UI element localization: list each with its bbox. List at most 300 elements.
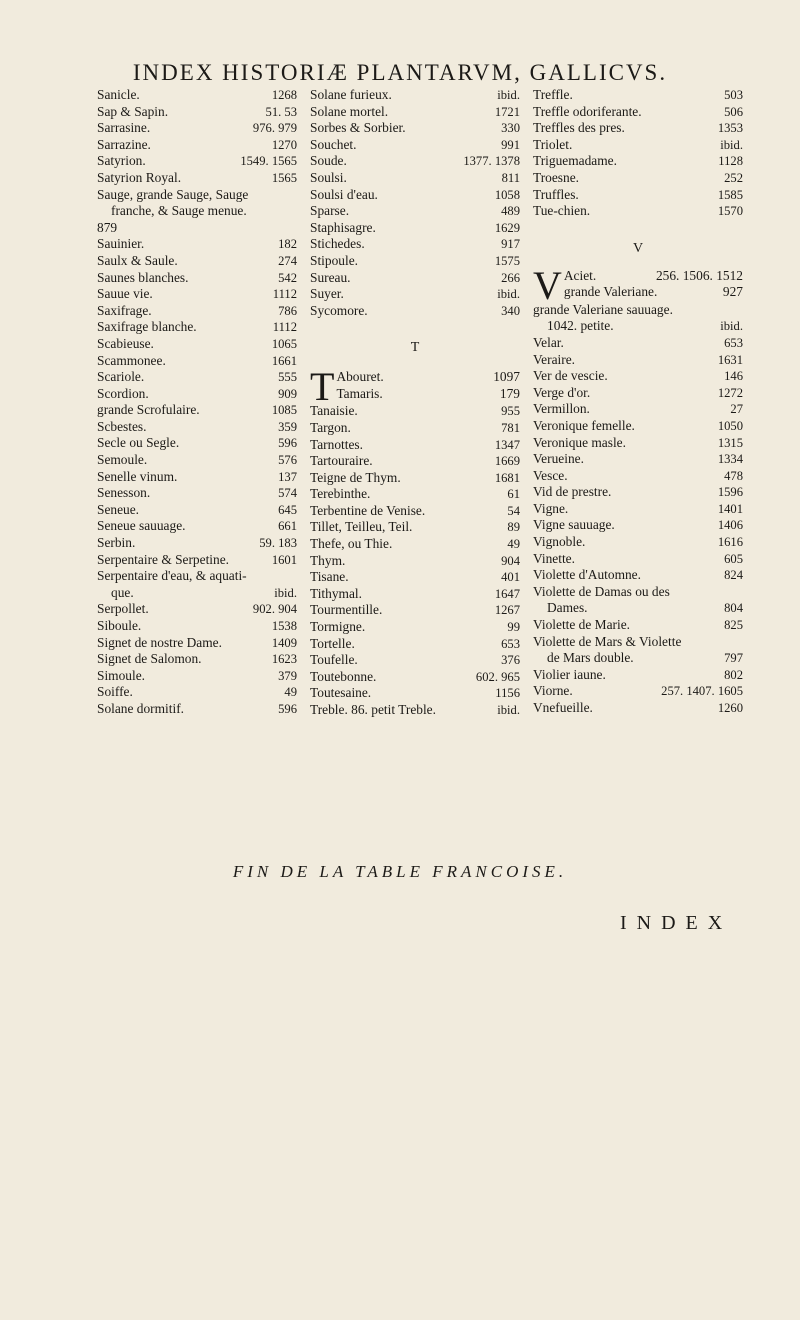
entry-term: Senesson. <box>97 485 151 501</box>
entry-term: Tillet, Teilleu, Teil. <box>310 519 413 535</box>
index-entry <box>97 170 297 187</box>
index-entry <box>533 153 743 170</box>
entry-term: Velar. <box>533 334 564 350</box>
entry-term: Scordion. <box>97 385 149 401</box>
entry-term: Targon. <box>310 419 351 435</box>
entry-page: 1377. 1378 <box>463 154 520 169</box>
index-entry <box>97 419 297 436</box>
index-entry <box>310 685 520 702</box>
index-entry <box>533 700 743 717</box>
entry-group <box>533 87 743 220</box>
entry-term: Serbin. <box>97 535 136 551</box>
entry-term: Scbestes. <box>97 418 147 434</box>
entry-page: 252 <box>724 170 743 185</box>
entry-term: Violette de Marie. <box>533 617 630 633</box>
entry-group <box>97 236 297 568</box>
entry-term: Treffle odoriferante. <box>533 103 642 119</box>
index-entry <box>310 220 520 237</box>
entry-page: ibid. <box>497 287 520 302</box>
entry-page: 61 <box>507 487 520 502</box>
entry-page: 904 <box>501 553 520 568</box>
entry-term: de Mars double. <box>547 650 634 666</box>
index-entry <box>310 470 520 487</box>
entry-page: 976. 979 <box>252 121 297 136</box>
entry-page: 902. 904 <box>252 602 297 617</box>
index-entry <box>97 518 297 535</box>
entry-page: 955 <box>501 404 520 419</box>
entry-term: Truffles. <box>533 186 579 202</box>
entry-page: 1267 <box>494 603 520 618</box>
entry-term: Verueine. <box>533 451 584 467</box>
entry-term: Sanicle. <box>97 87 140 102</box>
entry-page: 879 <box>97 219 118 235</box>
entry-page: 51. 53 <box>265 104 297 119</box>
entry-page: 645 <box>278 502 297 517</box>
entry-page: 256. 1506. 1512 <box>655 267 743 283</box>
entry-term: Toutebonne. <box>310 668 377 684</box>
entry-term: Treble. 86. petit Treble. <box>310 702 436 717</box>
entry-term: Tourmentille. <box>310 602 383 618</box>
entry-term: Sorbes & Sorbier. <box>310 120 406 136</box>
entry-term: Souchet. <box>310 136 357 152</box>
entry-group <box>533 335 743 584</box>
index-entry <box>97 684 297 701</box>
index-entry-wrapped <box>533 584 743 617</box>
entry-term: Soulsi d'eau. <box>310 186 378 202</box>
index-entry <box>533 617 743 634</box>
entry-term: Tisane. <box>310 569 349 585</box>
entry-term: Sarrasine. <box>97 120 151 136</box>
entry-page: 991 <box>501 137 520 152</box>
entry-page: 1549. 1565 <box>240 154 297 169</box>
entry-term: Soiffe. <box>97 684 133 700</box>
entry-page: 489 <box>501 204 520 219</box>
index-entry <box>97 601 297 618</box>
entry-term: Serpollet. <box>97 601 149 617</box>
entry-term: Veronique masle. <box>533 434 626 450</box>
index-entry <box>310 286 520 303</box>
entry-page: 54 <box>507 503 520 518</box>
entry-term: Secle ou Segle. <box>97 435 180 451</box>
entry-page: 1631 <box>717 352 743 367</box>
index-entry <box>533 203 743 220</box>
entry-page: 661 <box>278 519 297 534</box>
entry-term: Tortelle. <box>310 635 355 651</box>
index-entry <box>533 401 743 418</box>
entry-group <box>310 403 520 718</box>
entry-group <box>533 617 743 634</box>
entry-page: 1353 <box>717 121 743 136</box>
index-entry <box>97 104 297 121</box>
entry-page: 574 <box>278 486 297 501</box>
index-entry <box>97 635 297 652</box>
index-entry <box>310 536 520 553</box>
index-entry <box>97 701 297 718</box>
entry-page: 1565 <box>271 170 297 185</box>
entry-page: 1401 <box>717 501 743 516</box>
entry-page: 786 <box>278 303 297 318</box>
section-letter: T <box>410 340 420 356</box>
entry-term: Solane furieux. <box>310 87 392 102</box>
entry-term: Sap & Sapin. <box>97 103 169 119</box>
entry-page: 274 <box>278 253 297 268</box>
entry-page: 804 <box>724 601 743 616</box>
entry-page: 1647 <box>494 586 520 601</box>
index-entry <box>533 187 743 204</box>
entry-page: 1538 <box>271 619 297 633</box>
entry-page: 257. 1407. 1605 <box>661 684 743 699</box>
index-entry <box>310 203 520 220</box>
index-entry <box>533 468 743 485</box>
entry-term: Veronique femelle. <box>533 417 635 433</box>
index-entry-initial <box>533 262 743 308</box>
index-entry <box>533 683 743 700</box>
index-column-2 <box>310 87 520 719</box>
entry-term: Signet de nostre Dame. <box>97 634 222 650</box>
entry-term: Treffles des pres. <box>533 120 625 136</box>
index-entry-wrapped <box>97 187 297 237</box>
index-entry <box>97 651 297 668</box>
entry-page: 137 <box>278 469 297 484</box>
index-entry-wrapped <box>533 302 743 335</box>
entry-page: 1585 <box>717 187 743 202</box>
entry-page: 146 <box>724 369 743 384</box>
entry-page: 927 <box>722 284 743 300</box>
index-entry <box>533 104 743 121</box>
index-entry <box>310 87 520 104</box>
entry-term: Veraire. <box>533 351 576 367</box>
entry-term: Semoule. <box>97 452 148 468</box>
entry-term: Solane mortel. <box>310 103 389 119</box>
entry-term: Tamaris. <box>336 385 383 401</box>
entry-term: Simoule. <box>97 667 145 683</box>
entry-page: 555 <box>278 370 297 385</box>
entry-page: 1334 <box>717 452 743 467</box>
entry-term: Seneue sauuage. <box>97 518 186 534</box>
entry-term: Soulsi. <box>310 169 347 185</box>
entry-page: 506 <box>724 104 743 119</box>
index-entry <box>310 636 520 653</box>
entry-page: 653 <box>501 636 520 651</box>
entry-term: Sureau. <box>310 269 351 285</box>
index-entry <box>533 352 743 369</box>
index-entry <box>310 104 520 121</box>
entry-page: 596 <box>278 436 297 451</box>
entry-term: Siboule. <box>97 618 142 633</box>
index-entry <box>310 619 520 636</box>
entry-page: ibid. <box>497 703 520 717</box>
entry-term: Sauge, grande Sauge, Sauge <box>97 186 249 202</box>
entry-page: 1097 <box>493 369 520 385</box>
index-entry <box>310 270 520 287</box>
entry-page: 1270 <box>271 137 297 152</box>
index-entry <box>310 702 520 719</box>
entry-page: 653 <box>724 335 743 350</box>
entry-page: 1347 <box>494 437 520 452</box>
entry-page: 576 <box>278 453 297 468</box>
index-entry <box>97 253 297 270</box>
entry-term: Sarrazine. <box>97 136 151 152</box>
index-entry <box>97 535 297 552</box>
entry-term: Violette de Damas ou des <box>533 583 670 599</box>
entry-page: 596 <box>278 701 297 716</box>
entry-page: 1272 <box>717 385 743 400</box>
entry-page: 401 <box>501 570 520 585</box>
index-entry <box>310 437 520 454</box>
entry-term: Thefe, ou Thie. <box>310 536 393 552</box>
entry-term: Staphisagre. <box>310 219 376 235</box>
index-entry <box>97 353 297 370</box>
index-entry <box>310 120 520 137</box>
entry-term: Terebinthe. <box>310 486 371 502</box>
entry-term: Triolet. <box>533 136 573 152</box>
entry-term: Satyrion Royal. <box>97 169 182 185</box>
entry-group <box>97 87 297 187</box>
index-entry <box>310 403 520 420</box>
index-entry <box>310 519 520 536</box>
index-entry <box>97 386 297 403</box>
entry-term: Signet de Salomon. <box>97 651 202 667</box>
index-entry <box>97 469 297 486</box>
entry-term: grande Valeriane sauuage. <box>533 301 673 317</box>
entry-term: Solane dormitif. <box>97 700 185 716</box>
entry-term: Satyrion. <box>97 153 146 169</box>
index-entry <box>533 501 743 518</box>
entry-term: grande Scrofulaire. <box>97 402 200 418</box>
entry-page: 49 <box>284 685 297 700</box>
entry-page: 182 <box>278 237 297 252</box>
entry-term: Vermillon. <box>533 401 590 417</box>
entry-page: ibid. <box>720 137 743 152</box>
index-entry <box>97 286 297 303</box>
entry-page: 478 <box>724 468 743 483</box>
index-entry <box>97 137 297 154</box>
entry-page: 1661 <box>271 353 297 368</box>
entry-page: 1085 <box>271 403 297 418</box>
entry-term: Tormigne. <box>310 619 366 635</box>
index-entry <box>97 618 297 635</box>
entry-page: 59. 183 <box>259 536 297 551</box>
entry-term: Stichedes. <box>310 236 365 252</box>
entry-term: Tithymal. <box>310 585 362 601</box>
index-entry <box>533 385 743 402</box>
index-entry <box>310 187 520 204</box>
index-entry <box>97 369 297 386</box>
entry-term: Troesne. <box>533 169 580 185</box>
index-entry <box>533 335 743 352</box>
entry-page: 1681 <box>494 470 520 485</box>
entry-page: 824 <box>724 568 743 583</box>
index-entry <box>310 420 520 437</box>
entry-term: 1042. petite. <box>547 318 614 334</box>
entry-term: Tartouraire. <box>310 453 373 469</box>
index-entry <box>97 336 297 353</box>
entry-term: Abouret. <box>336 369 384 385</box>
entry-page: 1058 <box>494 187 520 202</box>
index-column-1 <box>97 87 297 718</box>
entry-page: 1112 <box>272 287 297 302</box>
entry-page: 1669 <box>494 454 520 469</box>
index-entry <box>310 553 520 570</box>
index-entry-initial <box>310 364 520 410</box>
entry-term: Vesce. <box>533 467 568 483</box>
entry-term: Tue-chien. <box>533 203 591 219</box>
entry-page: 605 <box>724 551 743 566</box>
entry-page: 1128 <box>718 154 743 169</box>
index-entry <box>310 652 520 669</box>
entry-page: 1601 <box>271 552 297 567</box>
entry-term: Senelle vinum. <box>97 468 178 484</box>
entry-page: 1112 <box>272 320 297 335</box>
entry-term: Serpentaire d'eau, & aquati- <box>97 568 247 584</box>
entry-term: Vnefueille. <box>533 700 593 715</box>
entry-page: 27 <box>730 402 743 417</box>
index-entry <box>533 667 743 684</box>
entry-page: 340 <box>501 303 520 318</box>
entry-page: 1721 <box>494 104 520 119</box>
entry-term: Vigne sauuage. <box>533 517 615 533</box>
entry-term: Seneue. <box>97 501 140 517</box>
entry-page: 1616 <box>717 535 743 550</box>
index-entry <box>310 303 520 320</box>
index-entry <box>97 668 297 685</box>
index-entry <box>310 253 520 270</box>
entry-page: 917 <box>501 237 520 252</box>
index-entry <box>310 669 520 686</box>
index-entry <box>310 486 520 503</box>
entry-term: Ver de vescie. <box>533 368 608 384</box>
entry-term: Toutesaine. <box>310 685 372 701</box>
entry-page: 376 <box>501 653 520 668</box>
entry-term: Violette d'Automne. <box>533 567 641 583</box>
entry-page: 266 <box>501 270 520 285</box>
entry-group <box>533 667 743 717</box>
entry-page: 1596 <box>717 485 743 500</box>
index-entry <box>97 552 297 569</box>
drop-cap: T <box>310 364 335 410</box>
entry-term: que. <box>111 584 134 600</box>
index-entry <box>310 503 520 520</box>
entry-term: Violier iaune. <box>533 666 606 682</box>
entry-page: ibid. <box>497 88 520 102</box>
entry-page: ibid. <box>720 319 743 334</box>
index-entry <box>97 452 297 469</box>
entry-page: 1268 <box>271 88 297 102</box>
entry-term: Sauue vie. <box>97 286 153 302</box>
entry-term: Tanaisie. <box>310 403 358 419</box>
entry-page: 330 <box>501 121 520 136</box>
entry-term: Triguemadame. <box>533 153 617 169</box>
entry-term: Saxifrage. <box>97 302 152 318</box>
entry-term: Aciet. <box>563 267 597 283</box>
entry-page: 1260 <box>717 701 743 715</box>
entry-term: Suyer. <box>310 286 344 302</box>
entry-page: 89 <box>507 520 520 535</box>
index-entry <box>533 137 743 154</box>
entry-page: 825 <box>724 618 743 633</box>
entry-page: 1406 <box>717 518 743 533</box>
entry-page: 811 <box>501 170 520 185</box>
entry-term: Vigne. <box>533 500 569 516</box>
entry-page: 797 <box>724 651 743 666</box>
entry-page: 1629 <box>494 220 520 235</box>
index-entry <box>533 451 743 468</box>
entry-page: 503 <box>724 88 743 102</box>
index-entry <box>310 236 520 253</box>
entry-page: 179 <box>499 385 520 401</box>
entry-group <box>310 87 520 319</box>
entry-term: Toufelle. <box>310 652 358 668</box>
entry-term: Terbentine de Venise. <box>310 502 426 518</box>
entry-term: Sycomore. <box>310 302 368 318</box>
entry-page: 602. 965 <box>475 669 520 684</box>
index-entry-wrapped <box>533 634 743 667</box>
entry-page: 542 <box>278 270 297 285</box>
index-entry <box>97 402 297 419</box>
entry-page: 802 <box>724 667 743 682</box>
index-entry <box>97 87 297 104</box>
entry-term: Saulx & Saule. <box>97 252 178 268</box>
entry-term: Saunes blanches. <box>97 269 189 285</box>
index-entry <box>533 567 743 584</box>
index-entry <box>310 569 520 586</box>
entry-page: 379 <box>278 668 297 683</box>
entry-term: Vignoble. <box>533 534 586 550</box>
entry-page: 781 <box>501 420 520 435</box>
index-entry <box>97 153 297 170</box>
entry-term: Scariole. <box>97 369 145 385</box>
index-entry <box>533 534 743 551</box>
entry-term: Stipoule. <box>310 252 358 268</box>
index-entry <box>97 236 297 253</box>
index-entry <box>310 453 520 470</box>
end-of-table-line: FIN DE LA TABLE FRANCOISE. <box>232 862 568 881</box>
index-entry <box>533 170 743 187</box>
index-entry <box>533 418 743 435</box>
index-entry <box>310 137 520 154</box>
index-entry <box>533 517 743 534</box>
entry-term: Violette de Mars & Violette <box>533 633 682 649</box>
entry-term: grande Valeriane. <box>563 284 658 300</box>
index-entry <box>97 502 297 519</box>
entry-page: 99 <box>507 620 520 635</box>
entry-page: 1065 <box>271 336 297 351</box>
entry-term: Vinette. <box>533 550 575 566</box>
entry-page: 1409 <box>271 635 297 650</box>
entry-term: Treffle. <box>533 87 573 102</box>
section-letter: V <box>632 240 644 256</box>
entry-group <box>97 601 297 717</box>
drop-cap: V <box>533 262 562 308</box>
index-entry <box>310 170 520 187</box>
index-entry <box>310 153 520 170</box>
entry-term: Scammonee. <box>97 352 166 368</box>
index-entry <box>310 602 520 619</box>
index-entry <box>533 551 743 568</box>
index-entry <box>97 319 297 336</box>
index-entry <box>97 303 297 320</box>
entry-page: 49 <box>507 537 520 552</box>
index-entry <box>310 586 520 603</box>
index-entry <box>97 485 297 502</box>
catchword: INDEX <box>620 912 733 934</box>
entry-page: 1570 <box>717 204 743 219</box>
entry-term: Verge d'or. <box>533 384 591 400</box>
entry-term: Soude. <box>310 153 347 169</box>
entry-page: 359 <box>278 419 297 434</box>
entry-page: 1575 <box>494 253 520 268</box>
index-entry <box>533 484 743 501</box>
